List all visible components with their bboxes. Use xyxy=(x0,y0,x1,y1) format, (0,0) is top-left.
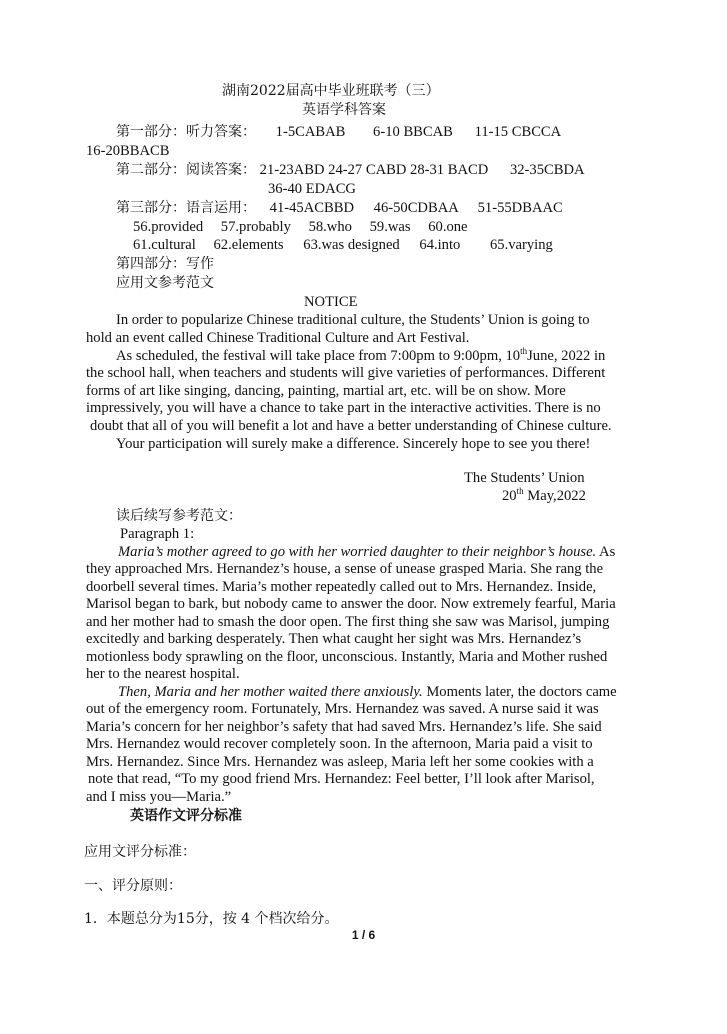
principles-label: 一、评分原则： xyxy=(84,878,182,894)
fill-answer: 63.was designed xyxy=(303,237,400,253)
story-line: and I miss you—Maria.” xyxy=(86,789,232,805)
part2-answers-32-35: 32-35CBDA xyxy=(509,162,585,178)
notice-line: the school hall, when teachers and students will give varieties of performances. Different xyxy=(86,365,606,381)
part3-answers-51-55: 51-55DBAAC xyxy=(477,200,563,216)
story-line: and her mother had to smash the door open. The first thing she saw was Marisol, jumping xyxy=(86,614,610,630)
fill-answer: 65.varying xyxy=(490,237,553,253)
part2-answers-36-40: 36-40 EDACG xyxy=(268,181,356,197)
story-text: Moments later, the doctors came xyxy=(422,684,617,700)
story-line: they approached Mrs. Hernandez’s house, a sense of unease grasped Maria. She rang the xyxy=(86,561,604,577)
notice-signature: The Students’ Union xyxy=(464,470,585,486)
story-line: excitedly and barking desperately. Then what caught her sight was Mrs. Hernandez’s xyxy=(86,631,582,647)
date-rest: May,2022 xyxy=(523,488,586,504)
notice-line: forms of art like singing, dancing, painting, martial art, etc. will be on show. More xyxy=(86,383,566,399)
notice-date-line xyxy=(116,347,605,365)
superscript: th xyxy=(516,486,524,497)
story-text: As xyxy=(596,544,616,560)
notice-line: impressively, you will have a chance to take part in the interactive activities. There is no xyxy=(86,400,601,416)
superscript: th xyxy=(520,346,528,357)
story-line xyxy=(118,683,617,701)
part3-line xyxy=(116,199,563,217)
date-day: 20 xyxy=(502,488,517,504)
fill-answer: 58.who xyxy=(308,219,352,235)
story-line: doorbell several times. Maria’s mother repeatedly called out to Mrs. Hernandez. Inside, xyxy=(86,579,597,595)
notice-line-part: As scheduled, the festival will take place from 7:00pm to 9:00pm, 10 xyxy=(116,348,521,364)
story-line: note that read, “To my good friend Mrs. Hernandez: Feel better, I’ll look after Marisol, xyxy=(88,771,595,787)
part1-answers-11-15: 11-15 CBCCA xyxy=(474,124,562,140)
fill-answers-row-2 xyxy=(133,236,553,254)
notice-date xyxy=(502,487,586,505)
story-line: Maria’s concern for her neighbor’s safety that had saved Mrs. Hernandez’s life. She said xyxy=(86,719,602,735)
paragraph-label: Paragraph 1: xyxy=(120,526,195,542)
part1-answers-6-10: 6-10 BBCAB xyxy=(373,124,453,140)
part3-answers-46-50: 46-50CDBAA xyxy=(373,200,458,216)
story-line: Mrs. Hernandez would recover completely soon. In the afternoon, Maria paid a visit to xyxy=(86,736,593,752)
continuation-label: 读后续写参考范文： xyxy=(116,508,242,524)
part2-answers-21-31: 21-23ABD 24-27 CABD 28-31 BACD xyxy=(259,162,489,178)
notice-title: NOTICE xyxy=(304,294,358,310)
notice-line: doubt that all of you will benefit a lot and have a better understanding of Chinese culture. xyxy=(90,418,612,434)
story-line: her to the nearest hospital. xyxy=(86,666,240,682)
part1-label: 第一部分：听力答案： xyxy=(116,124,256,140)
notice-line: Your participation will surely make a difference. Sincerely hope to see you there! xyxy=(116,436,591,452)
notice-line: In order to popularize Chinese traditional culture, the Students’ Union is going to xyxy=(116,312,590,328)
document-title: 湖南2022届高中毕业班联考（三） xyxy=(222,83,440,99)
page-number: 1 / 6 xyxy=(351,928,376,942)
part4-label: 第四部分：写作 xyxy=(116,256,214,272)
part1-answers-1-5: 1-5CABAB xyxy=(275,124,346,140)
story-italic: Then, Maria and her mother waited there anxiously. xyxy=(118,684,423,700)
applied-writing-label: 应用文参考范文 xyxy=(116,275,214,291)
story-line: motionless body sprawling on the floor, unconscious. Instantly, Maria and Mother rushed xyxy=(86,649,608,665)
story-line: Marisol began to bark, but nobody came to answer the door. Now extremely fearful, Maria xyxy=(86,596,616,612)
document-subtitle: 英语学科答案 xyxy=(302,102,386,118)
story-line: Mrs. Hernandez. Since Mrs. Hernandez was asleep, Maria left her some cookies with a xyxy=(86,754,594,770)
notice-line-part: June, 2022 in xyxy=(527,348,606,364)
story-line: out of the emergency room. Fortunately, Mrs. Hernandez was saved. A nurse said it was xyxy=(86,701,599,717)
fill-answer: 59.was xyxy=(369,219,411,235)
story-line xyxy=(118,543,615,561)
fill-answer: 61.cultural xyxy=(133,237,196,253)
criteria-heading: 英语作文评分标准 xyxy=(130,808,242,824)
part3-answers-41-45: 41-45ACBBD xyxy=(269,200,354,216)
criteria-item-1: 1．本题总分为15分，按 4 个档次给分。 xyxy=(84,911,339,927)
part2-line xyxy=(116,161,585,179)
fill-answer: 62.elements xyxy=(213,237,284,253)
story-italic: Maria’s mother agreed to go with her worried daughter to their neighbor’s house. xyxy=(118,544,597,560)
applied-criteria-label: 应用文评分标准： xyxy=(84,844,196,860)
notice-line: hold an event called Chinese Traditional Culture and Art Festival. xyxy=(86,330,470,346)
fill-answer: 60.one xyxy=(428,219,468,235)
fill-answers-row-1 xyxy=(133,218,468,236)
part1-answers-16-20: 16-20BBACB xyxy=(86,143,170,159)
fill-answer: 64.into xyxy=(419,237,461,253)
part3-label: 第三部分：语言运用： xyxy=(116,200,256,216)
part2-label: 第二部分：阅读答案： xyxy=(116,162,256,178)
part1-line xyxy=(116,123,561,141)
fill-answer: 57.probably xyxy=(220,219,291,235)
fill-answer: 56.provided xyxy=(133,219,204,235)
